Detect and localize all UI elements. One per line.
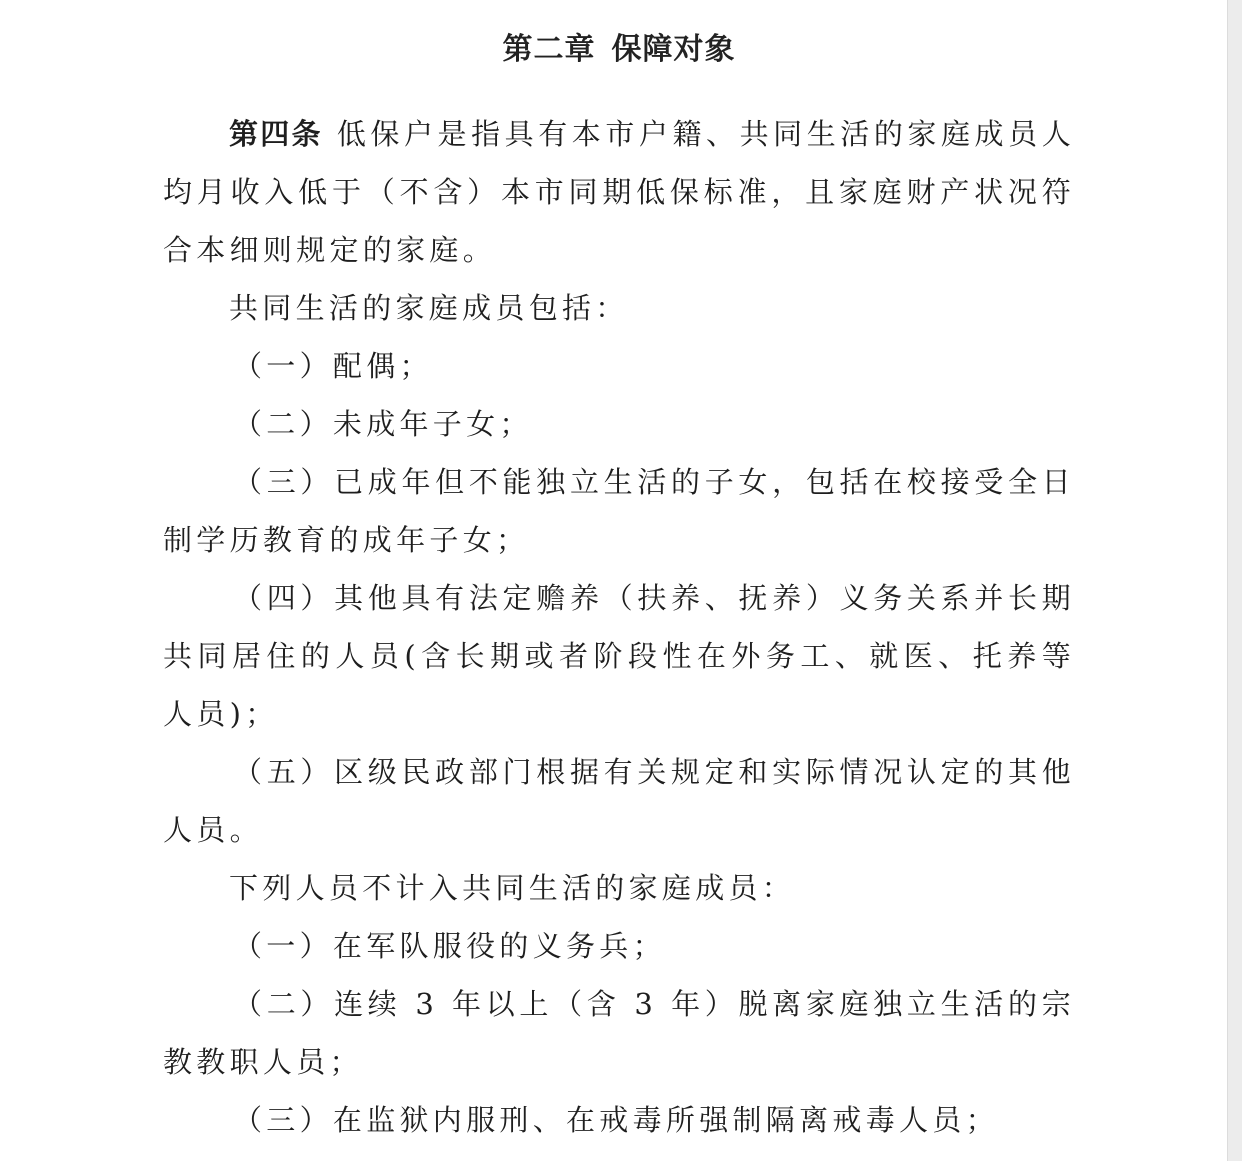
article-label: 第四条 xyxy=(229,117,323,151)
article-body xyxy=(163,105,1075,1149)
members-item-1: （一）配偶； xyxy=(233,349,433,383)
members-item-2: （二）未成年子女； xyxy=(233,407,533,441)
members-item-3: （三）已成年但不能独立生活的子女，包括在校接受全日制学历教育的成年子女； xyxy=(163,465,1075,557)
article-text: 低保户是指具有本市户籍、共同生活的家庭成员人均月收入低于（不含）本市同期低保标准，且家庭财产状况符合本细则规定的家庭。 xyxy=(163,117,1075,267)
excluded-item-3: （三）在监狱内服刑、在戒毒所强制隔离戒毒人员； xyxy=(233,1103,999,1137)
scrollbar-gutter[interactable] xyxy=(1228,0,1242,1161)
chapter-name: 保障对象 xyxy=(611,32,736,67)
excluded-intro: 下列人员不计入共同生活的家庭成员： xyxy=(229,871,796,905)
members-intro: 共同生活的家庭成员包括： xyxy=(229,291,629,325)
chapter-number: 第二章 xyxy=(502,32,596,67)
members-item-4: （四）其他具有法定赡养（扶养、抚养）义务关系并长期共同居住的人员(含长期或者阶段性在外务工、就医、托养等人员)； xyxy=(163,581,1075,731)
excluded-item-1: （一）在军队服役的义务兵； xyxy=(233,929,666,963)
chapter-title xyxy=(163,28,1075,72)
excluded-item-2: （二）连续 3 年以上（含 3 年）脱离家庭独立生活的宗教教职人员； xyxy=(163,987,1075,1079)
article-paragraph xyxy=(163,105,1075,279)
members-item-5: （五）区级民政部门根据有关规定和实际情况认定的其他人员。 xyxy=(163,755,1075,847)
